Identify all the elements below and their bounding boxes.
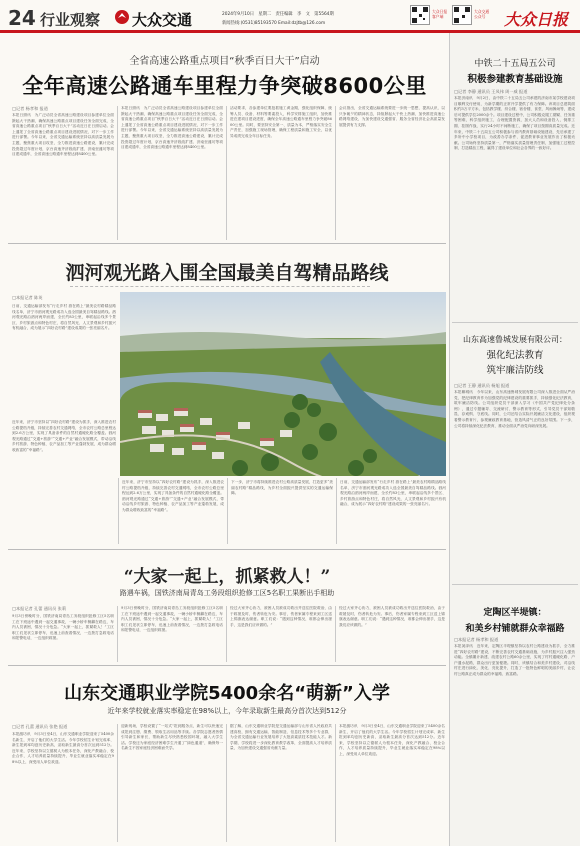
article3-col1: 9月3日傍晚时分，国铁济南局青岛工务段组织抢修工区5名职工在下班途中遇到一起交通事故，一辆小轿车侧翻在路边，车内人员被困，情况十分危急。“大家一起上，抓紧救人！”工区职工们见状立即停车，迅速上前查看情况，一边拨打急救电话和报警电话，一边组织救援。: [12, 614, 114, 641]
sidebar2-org: 山东高速鲁城发展有限公司：: [463, 335, 567, 344]
article3-col2: 9月3日傍晚时分，国铁济南局青岛工务段组织抢修工区5名职工在下班途中遇到一起交通事故，一辆小轿车侧翻在路边，车内人员被困，情况十分危急。“大家一起上，抓紧救人！”工区职工们见状立即停车，迅速上前查看情况，一边拨打急救电话和报警电话，一边组织救援。: [121, 606, 223, 633]
article4-col3: 据了解，山东交通职业学院是交通运输部与山东省人民政府共建高校，拥有交通运输、智能制造、信息技术等多个专业群，为全省交通运输行业发展培养了大批高素质技术技能人才。新学期，学校将进一步深化教育教学改革，全面提高人才培养质量，为加快建设交通强省贡献力量。: [230, 724, 332, 751]
brand-logo-icon: [114, 9, 130, 25]
article2-headline: 泗河观光路入围全国最美自驾精品路线: [65, 262, 389, 284]
article4-byline: □记者 孔蕾 通讯员 张艳 报道: [12, 724, 68, 729]
article1-headline: 全年高速公路通车里程力争突破8600公里: [22, 74, 427, 98]
article2-col2: 近年来，济宁市坚持以“四好农村路”建设为抓手，深入推进农村公路提档升级，持续完善农村交通网络，全市农村公路总里程达到2.6万公里，实现了具备条件的自然村通硬化路全覆盖。泗河观光路通过“交通+旅游”“交通+产业”融合发展模式，带动沿线乡村旅游、特色种植、农产品加工等产业蓬勃发展，成为群众增收致富的“幸福路”。: [122, 480, 224, 512]
section-name: 行业观察: [40, 11, 101, 29]
header-meta: 2024年9月10日 星期二 责任编辑 李 文 第5564期: [222, 12, 334, 17]
article1-col4: 会议指出，全省交通运输系统要进一步统一思想、提高认识，以只争朝夕的精神状态，持续掀起大干快上热潮，加快推进高速公路网络建设，为加快建设交通强省、服务全省经济社会高质量发展提供有力支撑。: [339, 106, 445, 127]
brand-right: 大众日报: [504, 10, 569, 29]
article1-col1: 本报日照讯 为广泛动员全省高速公路建设项目参建单位全面掀起大干热潮，确保高速公路重点项目建设任务全面完成，全省高速公路重点项目“秋季百日大干”活动近日在日照启动。会上通报了全省高速公路重点项目建设进展情况，对下一步工作进行部署。今年以来，全省交通运输系统坚持以高质量发展为主题，聚焦重大项目攻坚，全力推进高速公路建设，累计完成投资超过年度计划，京台高速齐济段改扩建、济南至潍坊等项目建成通车，全省高速公路通车里程达到8400公里。: [12, 113, 114, 157]
article3-headline: “大家一起上，抓紧救人！”: [123, 567, 331, 587]
article3-byline: □本报记者 孔蕾 通讯员 张莉: [12, 606, 67, 611]
qr2-label: 大众交通 公众号: [474, 9, 490, 19]
qr1-label: 大众日报 客户端: [432, 9, 448, 19]
article3-col3: 经过大家齐心协力，被困人员被成功救出并送往医院救治，由于救援及时，伤者转危为安。事后，伤者家属专程来到工区送上锦旗表达谢意。职工们说：“遇到这种情况，谁都会伸出援手，这是我们应该做的。”: [230, 606, 332, 627]
brand-name: 大众交通: [132, 11, 193, 29]
article4-subtitle: 近年来学校就业落实率稳定在98%以上，今年录取新生最高分首次达到512分: [107, 707, 347, 715]
article2-col1b: 近年来，济宁市坚持以“四好农村路”建设为抓手，深入推进农村公路提档升级，持续完善农村交通网络，全市农村公路总里程达到2.6万公里，实现了具备条件的自然村通硬化路全覆盖。泗河观光路通过“交通+旅游”“交通+产业”融合发展模式，带动沿线乡村旅游、特色种植、农产品加工等产业蓬勃发展，成为群众增收致富的“幸福路”。: [12, 420, 116, 452]
article1-col3: 活动要求，各参建单位要抢抓施工黄金期，强化组织保障，统筹人员、设备、材料等要素投入，科学安排施工组织，加快推进在建项目建设进度，确保全年高速公路通车里程力争突破8600公里。同时，要坚持安全第一、质量为本，严格落实安全生产责任，加强施工现场管理，确保工程质量和施工安全，以优异成绩完成全年目标任务。: [230, 106, 332, 138]
article3-col4: 经过大家齐心协力，被困人员被成功救出并送往医院救治，由于救援及时，伤者转危为安。事后，伤者家属专程来到工区送上锦旗表达谢意。职工们说：“遇到这种情况，谁都会伸出援手，这是我们应该做的。”: [339, 606, 445, 627]
sidebar1-byline: □记者 李静 通讯员 王凤伟 周一威 报道: [454, 89, 528, 94]
sidebar1-title: 积极参建教育基础设施: [467, 74, 563, 85]
article2-col3: 下一步，济宁市将持续推进农村公路高质量发展，打造更多“美丽农村路”精品路线，为乡村全面振兴提供坚实的交通运输保障。: [231, 480, 333, 496]
article1-byline: □记者 杨孝和 报道: [12, 106, 48, 111]
aerial-photo: [120, 292, 446, 476]
article4-col1: 本报潍坊讯 9月3日至4日，山东交通职业学院迎来了5400余名新生，开启了他们的大学生活。今年学校招生计划完成率、新生报到率均创历史新高，录取新生最高分首次达到512分。近年来，学校坚持以立德树人为根本任务，深化产教融合、校企合作，人才培养质量持续提升，毕业生就业落实率稳定在98%以上，深受用人单位欢迎。: [12, 732, 114, 764]
article2-col1: 日前，交通运输部发布“行走乡村 游在路上”最美农村路精品路线名单，济宁市泗河观光路成功入选全国最美自驾精品路线。泗河观光路沿泗河两岸而建，全长约83公里，串联起沿线多个景区、乡村旅游点和特色村庄，将自然风光、人文景观和乡村振兴有机融合，成为展示“四好农村路”建设成果的一张亮丽名片。: [12, 304, 116, 331]
article1-kicker: 全省高速公路重点项目“秋季百日大干”启动: [129, 56, 320, 67]
header-meta-contact: 新闻热线:(0531)85193570 Email:dzjtb@126.com: [222, 21, 326, 26]
sidebar1-org: 中铁二十五局五公司: [474, 59, 556, 69]
article3-subtitle: 路遇车祸，国铁济南局青岛工务段组织抢修工区5名职工果断出手相助: [119, 589, 335, 597]
sidebar1-body: 本报济南讯 9月2日，由中铁二十五局五公司承建的济南市某学校建设项目顺利交付使用，为新学期的正常开学提供了有力保障。该项目总建筑面积约3万平方米，包括教学楼、综合楼、宿舍楼、食堂、风雨操场等，建成后可提供学位2000余个。项目建设过程中，公司积极克服工期紧、任务重等困难，科学组织施工，合理配置资源，加大人员和设备投入，倒排工期、挂图作战，实行24小时不间断施工，确保了项目按期高质量完成。近年来，中铁二十五局五公司积极参与省内教育基础设施建设，先后承建了多所中小学校项目，为改善办学条件、促进教育事业发展作出了积极贡献。公司始终坚持质量第一，严格落实质量管理责任制，加强施工过程控制，打造精品工程，赢得了建设单位和社会各界的一致好评。: [454, 96, 575, 151]
qr-code-icon: [452, 5, 472, 25]
article1-col2: 本报日照讯 为广泛动员全省高速公路建设项目参建单位全面掀起大干热潮，确保高速公路重点项目建设任务全面完成，全省高速公路重点项目“秋季百日大干”活动近日在日照启动。会上通报了全省高速公路重点项目建设进展情况，对下一步工作进行部署。今年以来，全省交通运输系统坚持以高质量发展为主题，聚焦重大项目攻坚，全力推进高速公路建设，累计完成投资超过年度计划，京台高速齐济段改扩建、济南至潍坊等项目建成通车，全省高速公路通车里程达到8400公里。: [121, 106, 223, 150]
article2-col4: 日前，交通运输部发布“行走乡村 游在路上”最美农村路精品路线名单，济宁市泗河观光路成功入选全国最美自驾精品路线。泗河观光路沿泗河两岸而建，全长约83公里，串联起沿线多个景区、乡村旅游点和特色村庄，将自然风光、人文景观和乡村振兴有机融合，成为展示“四好农村路”建设成果的一张亮丽名片。: [340, 480, 446, 507]
sidebar3-title: 和美乡村铺就群众幸福路: [465, 624, 565, 634]
page-number: 24: [8, 6, 36, 30]
qr-code-icon: [410, 5, 430, 25]
article2-byline: □本报记者 陈英: [12, 295, 43, 300]
sidebar3-body: 本报菏泽讯 近年来，定陶区半堤镇坚持以农村公路建设为抓手，全力推进“四好农村路”建设，不断完善农村交通基础设施，为乡村振兴注入强劲动能。全镇累计新建、改建农村公路60余公里，实现了村村通硬化路、户户通水泥路，群众出行更加便捷。同时，该镇结合和美乡村建设，对沿线村庄进行绿化、美化、亮化提升，打造了一批特色鲜明的美丽乡村，让农村公路真正成为群众的幸福路、致富路。: [454, 644, 575, 676]
sidebar2-body: 本报聊城讯 今年以来，山东高速鲁城发展有限公司深入推进全面从严治党，把纪律教育作为加强党的纪律建设的重要抓手，持续强化纪法教育，筑牢廉洁防线。公司组织党员干部深入学习《中国共产党纪律处分条例》，通过专题辅导、交流研讨、警示教育等形式，引导党员干部知敬畏、存戒惧、守底线。同时，公司还结合实际开展廉洁文化建设，组织观看警示教育片，参观廉政教育基地，营造风清气正的良好氛围。下一步，公司将持续深化纪法教育，推动全面从严治党向纵深发展。: [454, 390, 575, 428]
sidebar3-byline: □本报记者 杨孝和 报道: [454, 637, 499, 642]
sidebar2-byline: □记者 王静 通讯员 杨旭 报道: [454, 383, 510, 388]
sidebar2-title: 强化纪法教育 筑牢廉洁防线: [486, 350, 544, 376]
sidebar3-org: 定陶区半堤镇：: [483, 608, 547, 618]
article2-headline-rule: [70, 286, 370, 287]
article4-col4: 本报潍坊讯 9月3日至4日，山东交通职业学院迎来了5400余名新生，开启了他们的大学生活。今年学校招生计划完成率、新生报到率均创历史新高，录取新生最高分首次达到512分。近年来，学校坚持以立德树人为根本任务，深化产教融合、校企合作，人才培养质量持续提升，毕业生就业落实率稳定在98%以上，深受用人单位欢迎。: [339, 724, 445, 756]
article4-col2: 迎新现场，学校设置了“一站式”报到服务点，新生可以快速完成报到注册、缴费、领取生活用品等手续。各学院志愿者热情引导新生和家长，帮助新生尽快熟悉校园环境，融入大学生活。学校还为家庭经济困难学生开通了“绿色通道”，确保每一名新生不因家庭经济困难而失学。: [121, 724, 223, 751]
article4-headline: 山东交通职业学院5400余名“萌新”入学: [64, 683, 390, 704]
